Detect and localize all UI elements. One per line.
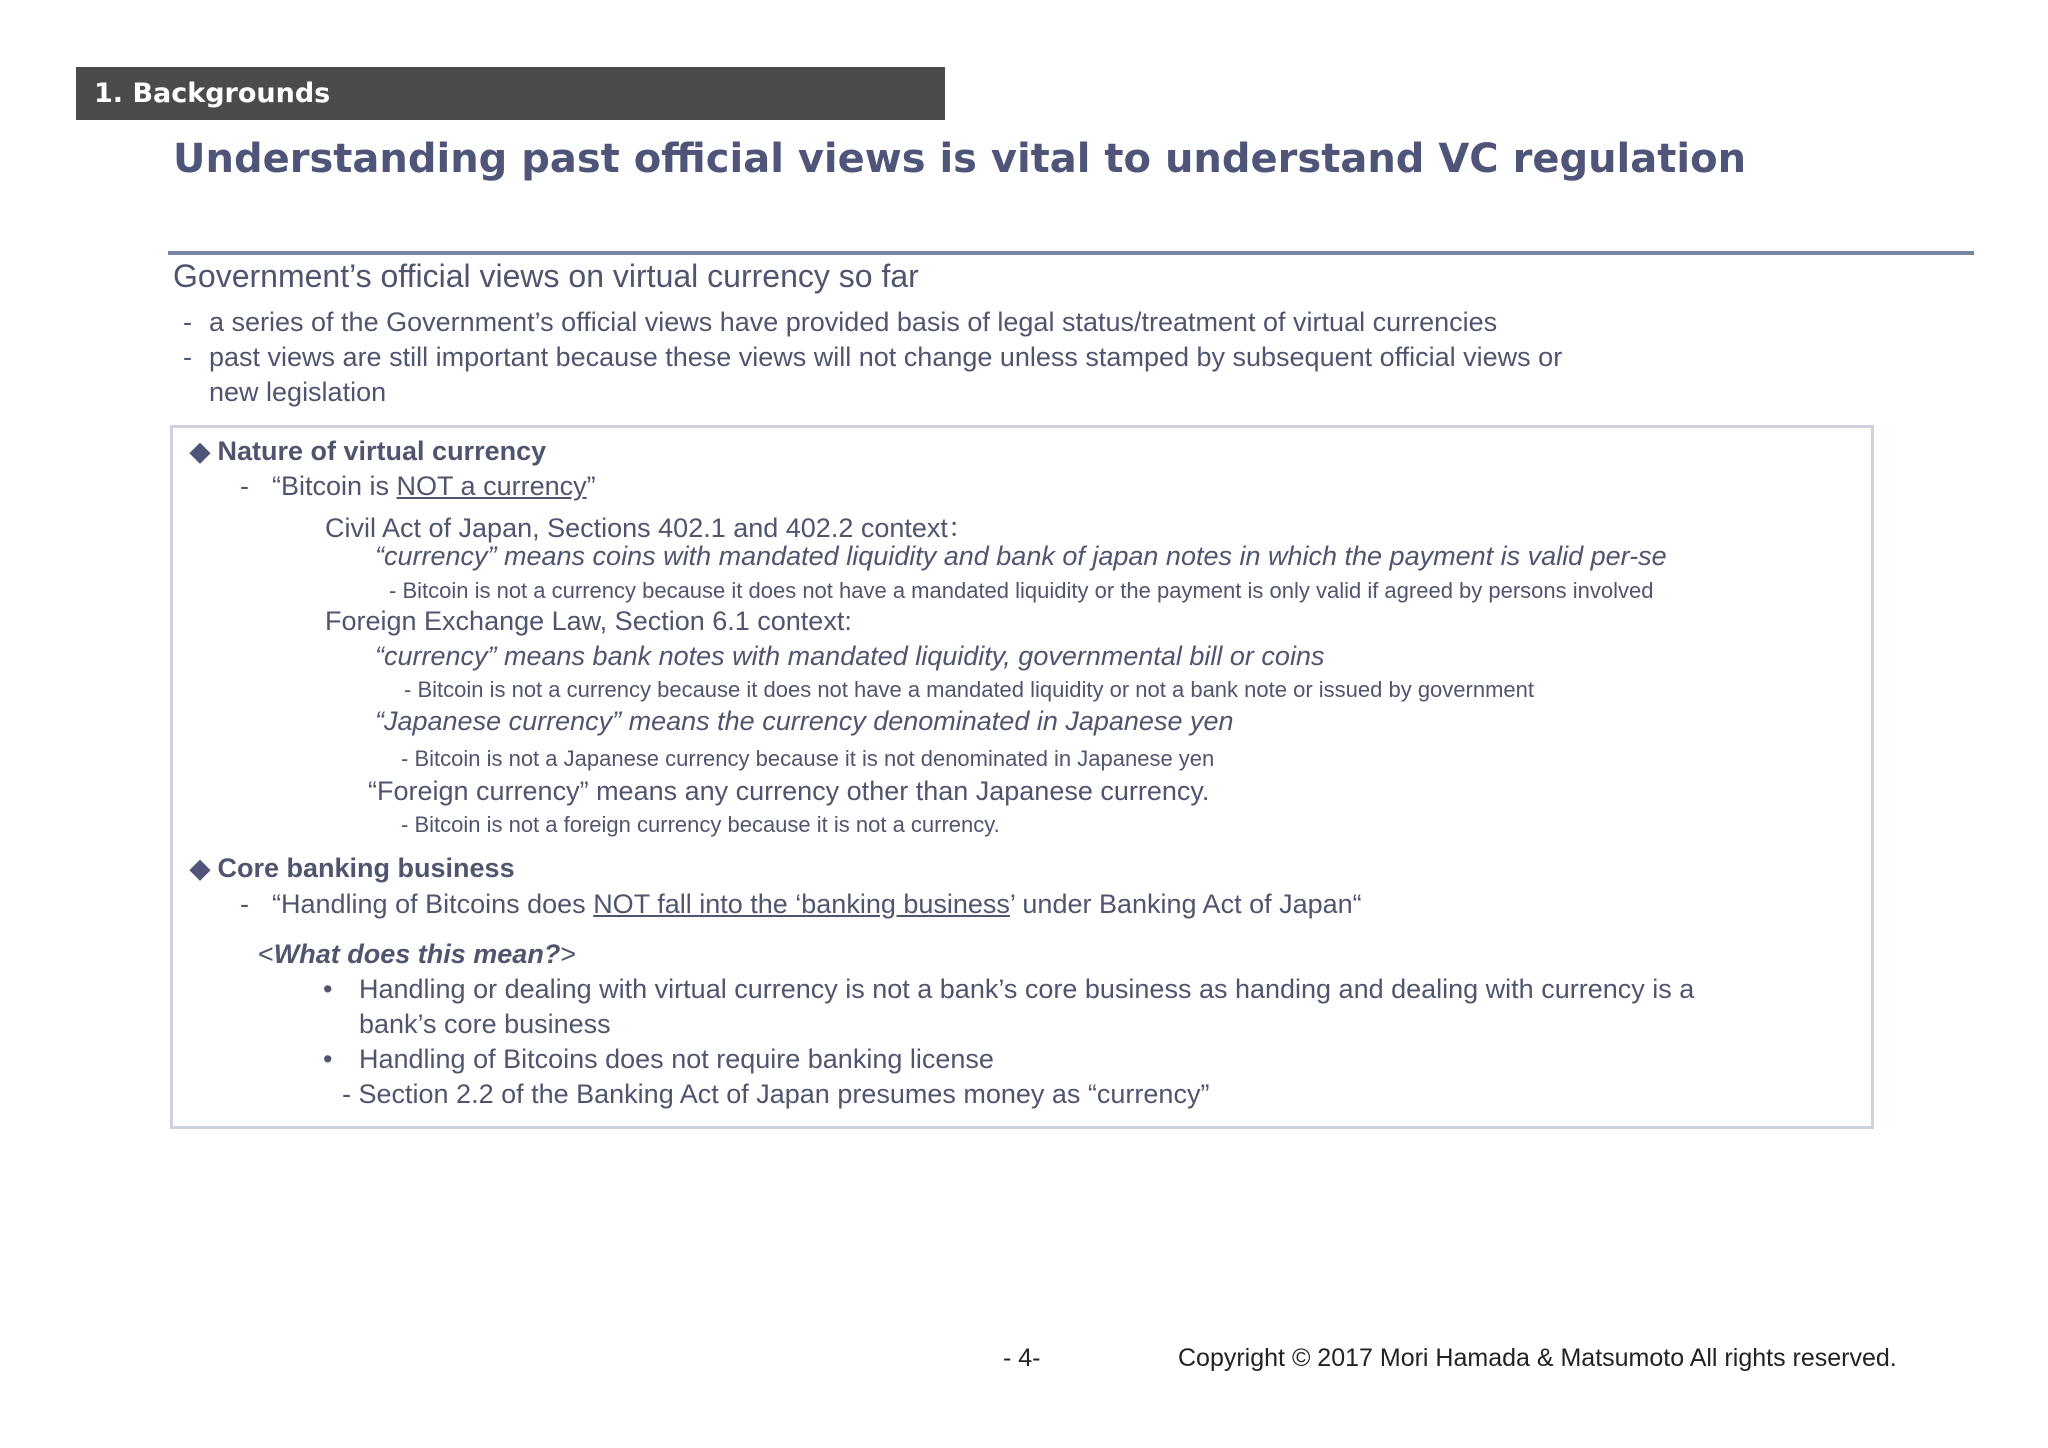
japanese-currency-note: - Bitcoin is not a Japanese currency because it is not denominated in Japanese yen bbox=[401, 746, 1215, 771]
bullet-dot: • bbox=[323, 1044, 333, 1074]
bullet-continuation: new legislation bbox=[209, 377, 387, 407]
meaning-heading bbox=[258, 939, 576, 970]
quote-dash: - bbox=[240, 471, 249, 501]
fx-law-note: - Bitcoin is not a currency because it does not have a mandated liquidity or not a bank note or issued by government bbox=[404, 677, 1534, 702]
bullet-text: a series of the Government’s official views have provided basis of legal status/treatment of virtual currencies bbox=[209, 307, 1498, 337]
quote-post: ” bbox=[586, 471, 596, 501]
quote-pre: “Handling of Bitcoins does bbox=[272, 889, 594, 919]
quote-post: ’ under Banking Act of Japan“ bbox=[1009, 889, 1362, 919]
section-label: 1. Backgrounds bbox=[76, 67, 945, 120]
fx-law-label: Foreign Exchange Law, Section 6.1 context: bbox=[325, 606, 852, 636]
intro-heading: Government’s official views on virtual currency so far bbox=[173, 258, 919, 294]
diamond-bullet-icon: ◆ bbox=[190, 853, 210, 883]
civil-act-definition: “currency” means coins with mandated liquidity and bank of japan notes in which the payment is valid per-se bbox=[375, 541, 1667, 571]
quote-pre: “Bitcoin is bbox=[272, 471, 397, 501]
bullet-dash: - bbox=[183, 342, 192, 372]
civil-act-label: Civil Act of Japan, Sections 402.1 and 402.2 context： bbox=[325, 513, 975, 543]
banking-quote-line bbox=[240, 889, 1362, 920]
nature-heading-line bbox=[190, 436, 546, 467]
point-note: - Section 2.2 of the Banking Act of Japan presumes money as “currency” bbox=[342, 1079, 1210, 1109]
meaning-open: < bbox=[258, 939, 274, 969]
bullet-dot: • bbox=[323, 974, 333, 1004]
banking-heading-line bbox=[190, 853, 515, 884]
title-divider bbox=[168, 251, 1974, 255]
quote-dash: - bbox=[240, 889, 249, 919]
banking-heading: Core banking business bbox=[217, 853, 515, 883]
nature-quote-line bbox=[240, 471, 596, 502]
meaning-point bbox=[323, 1044, 994, 1075]
point-text: Handling of Bitcoins does not require banking license bbox=[359, 1044, 994, 1074]
civil-act-note: - Bitcoin is not a currency because it does not have a mandated liquidity or the payment is only valid if agreed by persons involved bbox=[389, 578, 1654, 603]
intro-bullet bbox=[183, 305, 1497, 340]
quote-underlined: NOT fall into the ‘banking business bbox=[593, 889, 1010, 919]
intro-bullet bbox=[183, 340, 1562, 410]
bullet-text: past views are still important because these views will not change unless stamped by subsequent official views or bbox=[209, 342, 1563, 372]
foreign-currency-definition: “Foreign currency” means any currency other than Japanese currency. bbox=[368, 776, 1210, 806]
point-text: Handling or dealing with virtual currency is not a bank’s core business as handing and dealing with currency is a bbox=[359, 974, 1695, 1004]
fx-law-definition: “currency” means bank notes with mandated liquidity, governmental bill or coins bbox=[375, 641, 1325, 671]
meaning-close: > bbox=[560, 939, 577, 969]
quote-underlined: NOT a currency bbox=[396, 471, 587, 501]
point-continuation: bank’s core business bbox=[359, 1009, 611, 1039]
bullet-dash: - bbox=[183, 307, 192, 337]
meaning-point bbox=[323, 974, 1694, 1005]
meaning-text: What does this mean? bbox=[273, 939, 561, 969]
copyright: Copyright © 2017 Mori Hamada & Matsumoto All rights reserved. bbox=[1178, 1344, 1897, 1372]
page-number: - 4- bbox=[1003, 1344, 1041, 1372]
nature-heading: Nature of virtual currency bbox=[217, 436, 547, 466]
slide-title: Understanding past official views is vital to understand VC regulation bbox=[173, 136, 1747, 182]
japanese-currency-definition: “Japanese currency” means the currency denominated in Japanese yen bbox=[375, 706, 1234, 736]
diamond-bullet-icon: ◆ bbox=[190, 436, 210, 466]
foreign-currency-note: - Bitcoin is not a foreign currency because it is not a currency. bbox=[401, 812, 1000, 837]
